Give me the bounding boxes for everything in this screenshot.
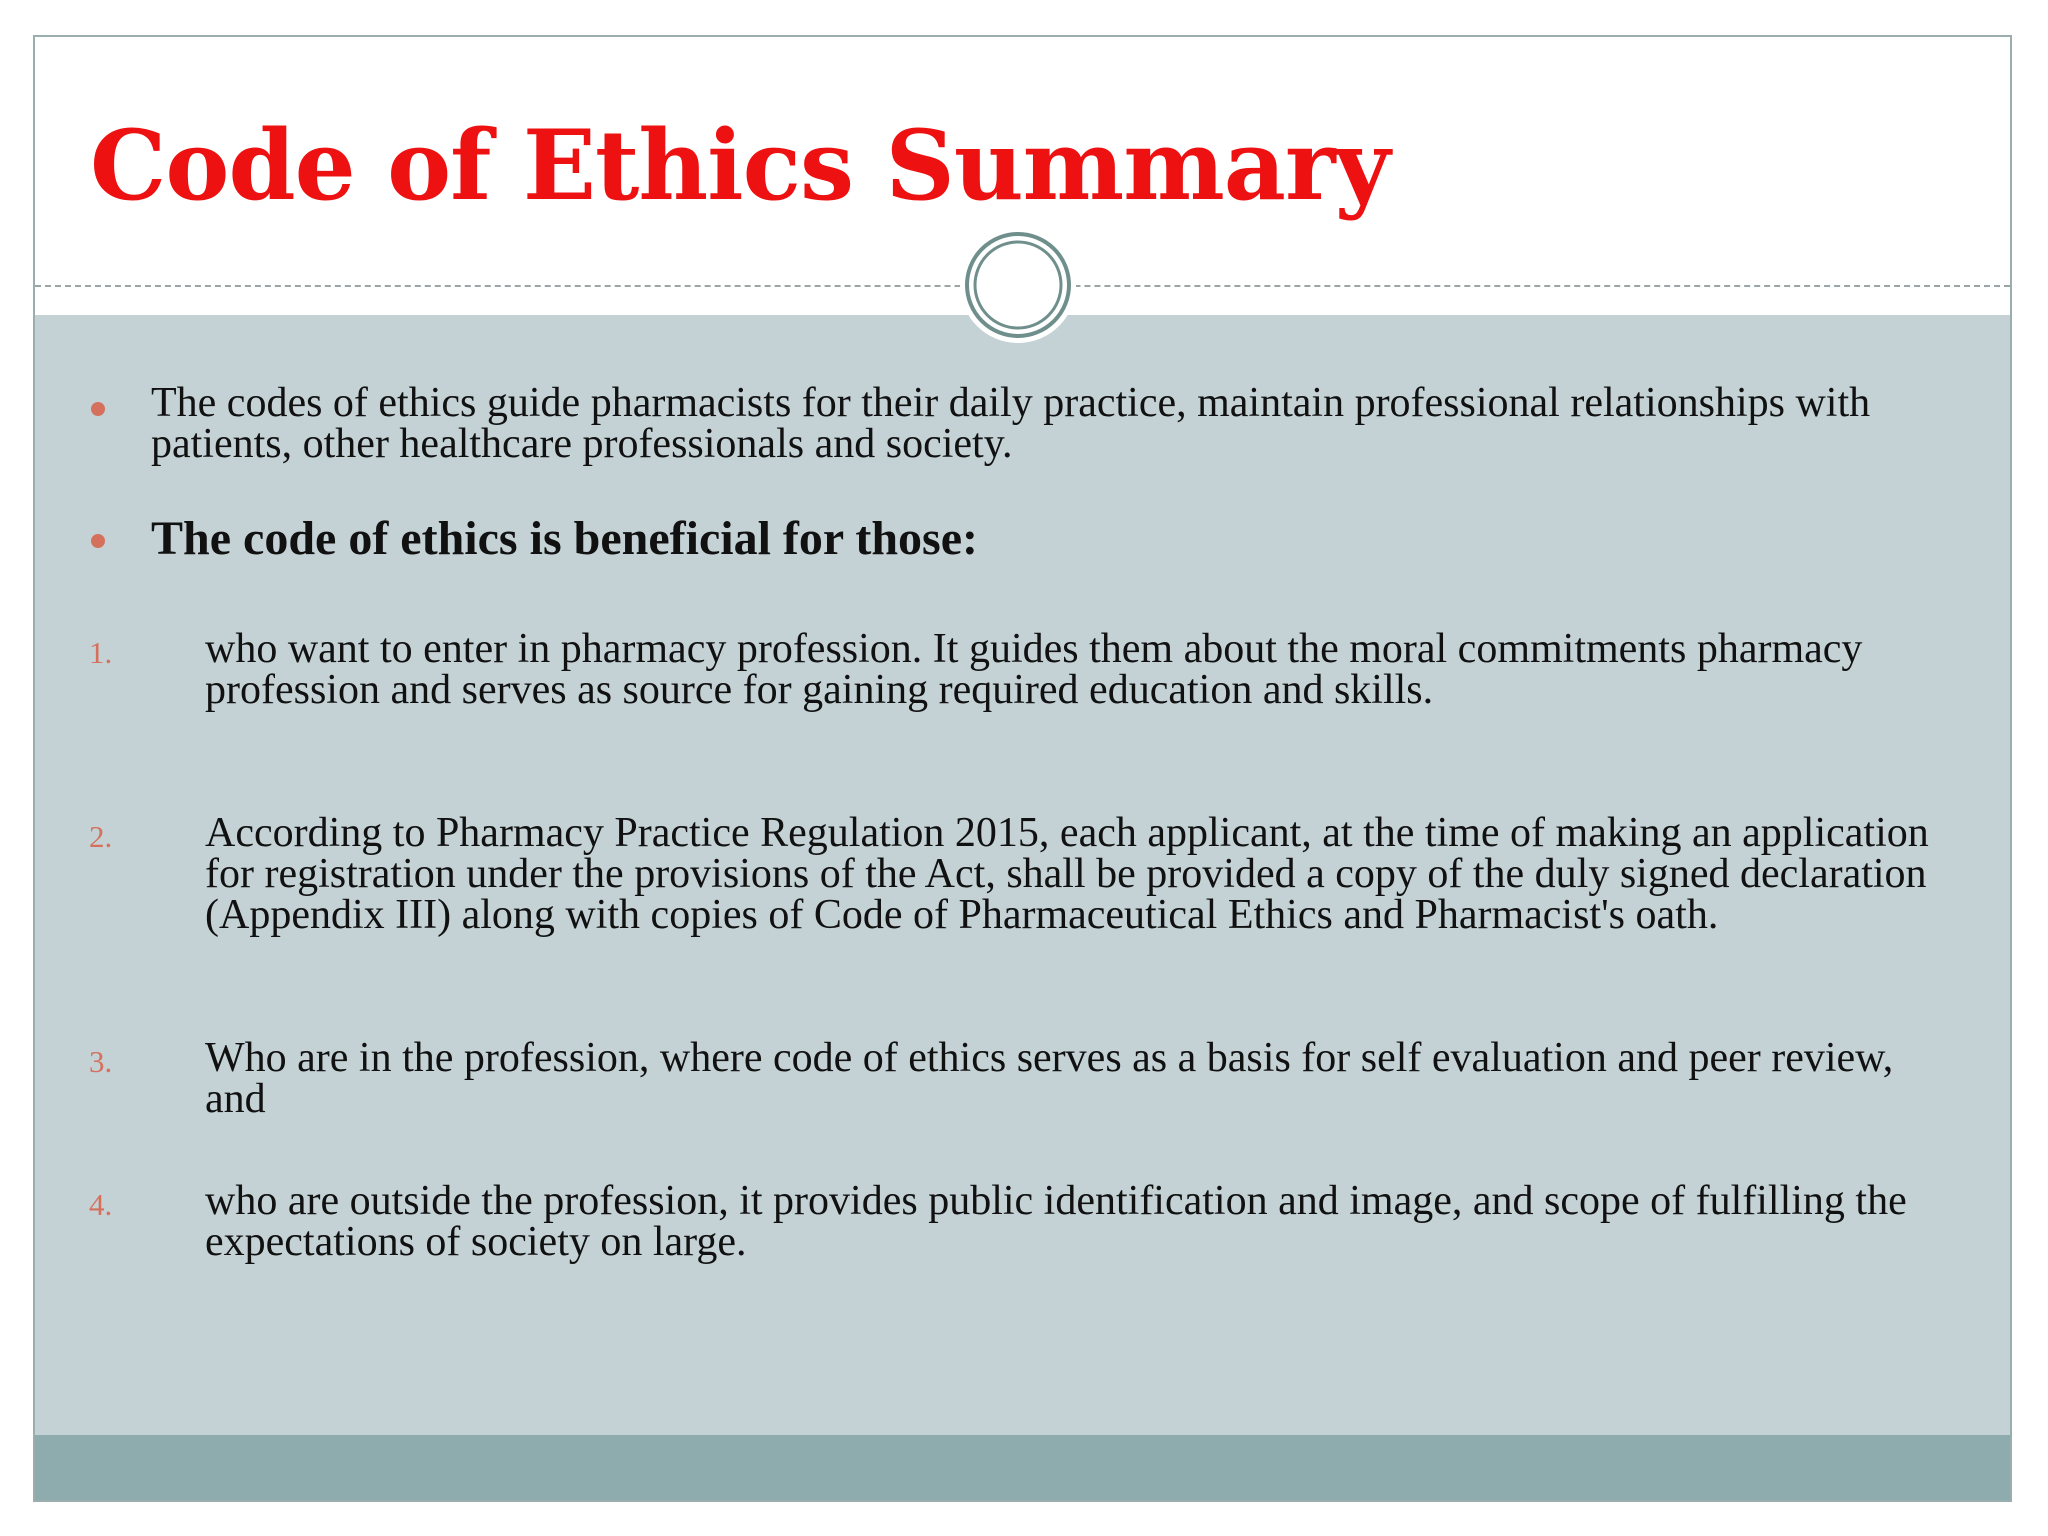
item-number: 4.: [89, 1187, 113, 1222]
item-number: 1.: [89, 635, 113, 670]
item-number: 3.: [89, 1044, 113, 1079]
footer-band: [35, 1435, 2010, 1502]
bullet-text: The codes of ethics guide pharmacists for their daily practice, maintain professional relationships with patients, other healthcare professionals and society.: [151, 380, 1871, 467]
round-bullet-icon: [91, 402, 105, 416]
item-text: who want to enter in pharmacy profession. It guides them about the moral commitments pharmacy profession and serves as source for gaining required education and skills.: [205, 626, 1863, 713]
content-area: [35, 315, 2010, 1435]
slide: [33, 35, 2012, 1502]
double-ring-circle-icon: [959, 226, 1077, 344]
round-bullet-icon: [91, 534, 105, 548]
item-text: who are outside the profession, it provides public identification and image, and scope of fulfilling the expectations of society on large.: [205, 1178, 1907, 1265]
slide-title: Code of Ethics Summary: [90, 109, 1390, 222]
item-number: 2.: [89, 819, 113, 854]
item-text: According to Pharmacy Practice Regulation 2015, each applicant, at the time of making an application for registration under the provisions of the Act, shall be provided a copy of the duly signed declaration (Appendix III) along with copies of Code of Pharmaceutical Ethics and Pharmacist's oath.: [205, 810, 1929, 938]
bullet-heading: The code of ethics is beneficial for those:: [151, 512, 978, 565]
item-text: Who are in the profession, where code of ethics serves as a basis for self evaluation and peer review, and: [205, 1035, 1894, 1122]
